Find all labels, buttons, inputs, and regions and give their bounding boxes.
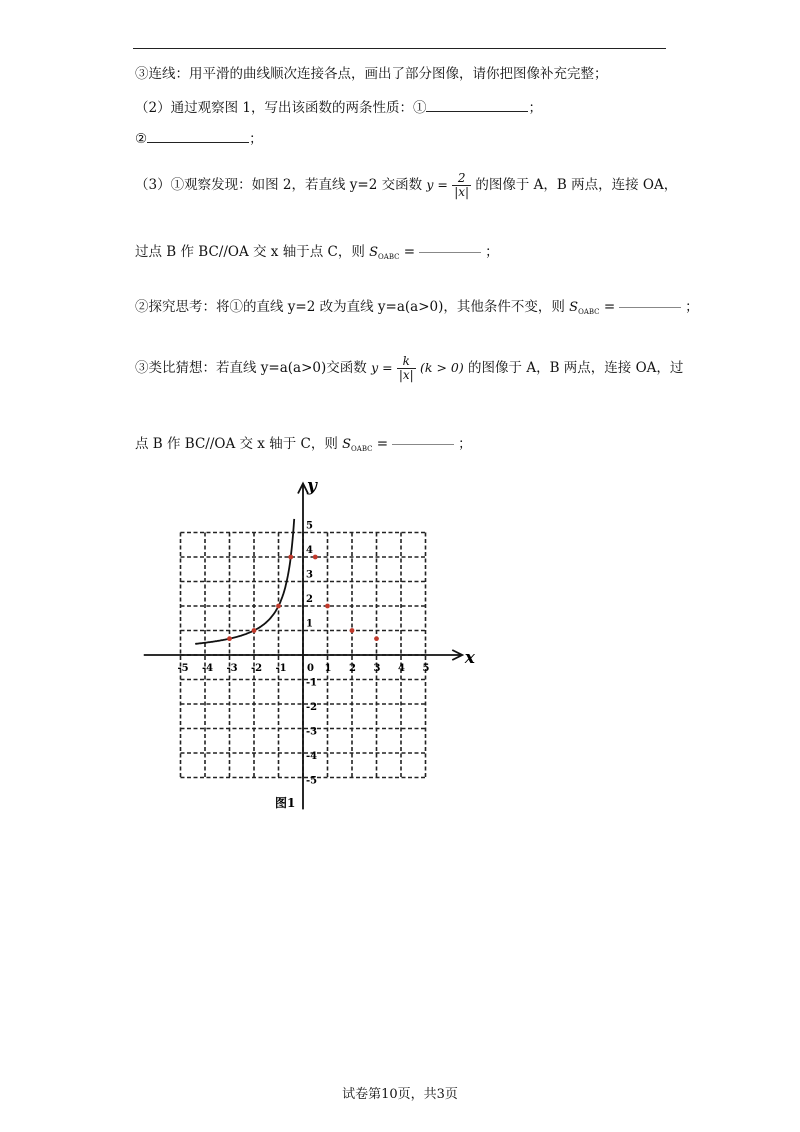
data-point <box>227 636 232 641</box>
y-tick-label: 1 <box>306 618 313 630</box>
x-tick-label: -3 <box>226 663 238 674</box>
frac-numerator: k <box>402 353 410 368</box>
figure-caption: 图1 <box>275 795 296 810</box>
question-2-line <box>135 96 542 116</box>
punct: ； <box>249 131 263 147</box>
question-3b-line <box>135 295 699 316</box>
x-tick-label: -1 <box>275 663 287 674</box>
y-axis-label: y <box>307 475 317 496</box>
x-tick-label: -5 <box>177 663 189 674</box>
question-3-text: （3）①观察发现：如图 2，若直线 y=2 交函数 <box>135 177 423 193</box>
step3-connect-line <box>135 62 608 82</box>
answer-blank-3[interactable] <box>419 252 481 253</box>
x-axis-label: x <box>464 648 475 668</box>
question-3c-line <box>135 340 683 396</box>
x-tick-label: 0 <box>307 663 314 674</box>
data-point <box>313 555 318 560</box>
punct: ； <box>458 436 472 452</box>
question-2b-line <box>135 127 263 147</box>
answer-blank-4[interactable] <box>619 307 681 308</box>
x-tick-label: 5 <box>422 663 430 674</box>
answer-blank-1[interactable] <box>426 111 528 112</box>
fraction-2-over-abs-x <box>452 172 471 199</box>
y-tick-label: -2 <box>306 702 318 713</box>
step3-text: ③连线：用平滑的曲线顺次连接各点，画出了部分图像，请你把图像补充完整； <box>135 66 608 82</box>
y-tick-label: -3 <box>306 726 318 738</box>
answer-blank-2[interactable] <box>147 142 249 143</box>
k-condition: (k > 0) <box>420 360 464 375</box>
question-2-text: （2）通过观察图 1，写出该函数的两条性质：① <box>135 100 427 116</box>
question-3-text-end: 的图像于 A，B 两点，连接 OA， <box>475 177 678 193</box>
y-tick-label: 4 <box>306 545 313 556</box>
data-point <box>276 604 281 609</box>
x-tick-label: 4 <box>398 663 405 674</box>
data-point <box>350 628 355 633</box>
area-symbol: $S_{OABC}$ <box>342 437 373 453</box>
question-3c-line-2 <box>135 432 472 453</box>
axes <box>144 484 463 810</box>
data-point <box>252 628 257 633</box>
fraction-k-over-abs-x <box>397 355 416 382</box>
equals-sign: = <box>376 436 389 452</box>
equals-sign: = <box>403 244 416 260</box>
y-tick-label: -5 <box>306 775 318 787</box>
data-point <box>374 636 379 641</box>
area-symbol: $S_{OABC}$ <box>369 245 400 261</box>
question-3c-text-2: 点 B 作 BC//OA 交 x 轴于 C，则 <box>135 436 338 452</box>
question-3c-text-end: 的图像于 A，B 两点，连接 OA，过 <box>468 360 684 376</box>
y-tick-label: 5 <box>306 520 313 532</box>
frac-denominator: |x| <box>398 368 414 382</box>
punct: ； <box>528 100 542 116</box>
data-point <box>288 555 293 560</box>
equals-sign: = <box>603 299 616 315</box>
question-3b-text: ②探究思考：将①的直线 y=2 改为直线 y=a(a>0)，其他条件不变，则 <box>135 299 565 315</box>
x-tick-label: -2 <box>251 663 263 674</box>
answer-blank-5[interactable] <box>392 444 454 445</box>
figure-1-graph <box>0 465 800 825</box>
x-tick-label: 3 <box>373 663 381 674</box>
page-footer: 试卷第10页，共3页 <box>342 1087 458 1102</box>
circle-2-label: ② <box>135 131 148 147</box>
question-3-line <box>135 156 677 214</box>
x-tick-label: -4 <box>202 663 214 674</box>
punct: ； <box>485 244 499 260</box>
x-tick-label: 2 <box>349 663 356 674</box>
question-3-text-2: 过点 B 作 BC//OA 交 x 轴于点 C，则 <box>135 244 365 260</box>
frac-numerator: 2 <box>457 170 466 185</box>
y-tick-label: -1 <box>306 677 318 689</box>
question-3-line-2 <box>135 240 499 261</box>
punct: ； <box>685 299 699 315</box>
data-point <box>325 604 330 609</box>
y-equals: y = <box>371 360 393 375</box>
top-rule <box>133 48 666 49</box>
y-equals: y = <box>426 177 448 192</box>
x-tick-label: 1 <box>324 663 332 674</box>
question-3c-text: ③类比猜想：若直线 y=a(a>0)交函数 <box>135 360 367 376</box>
y-tick-label: 3 <box>306 569 313 581</box>
area-symbol: $S_{OABC}$ <box>569 300 600 316</box>
frac-denominator: |x| <box>454 185 470 199</box>
y-tick-label: 2 <box>306 594 313 605</box>
y-tick-label: -4 <box>306 751 318 762</box>
